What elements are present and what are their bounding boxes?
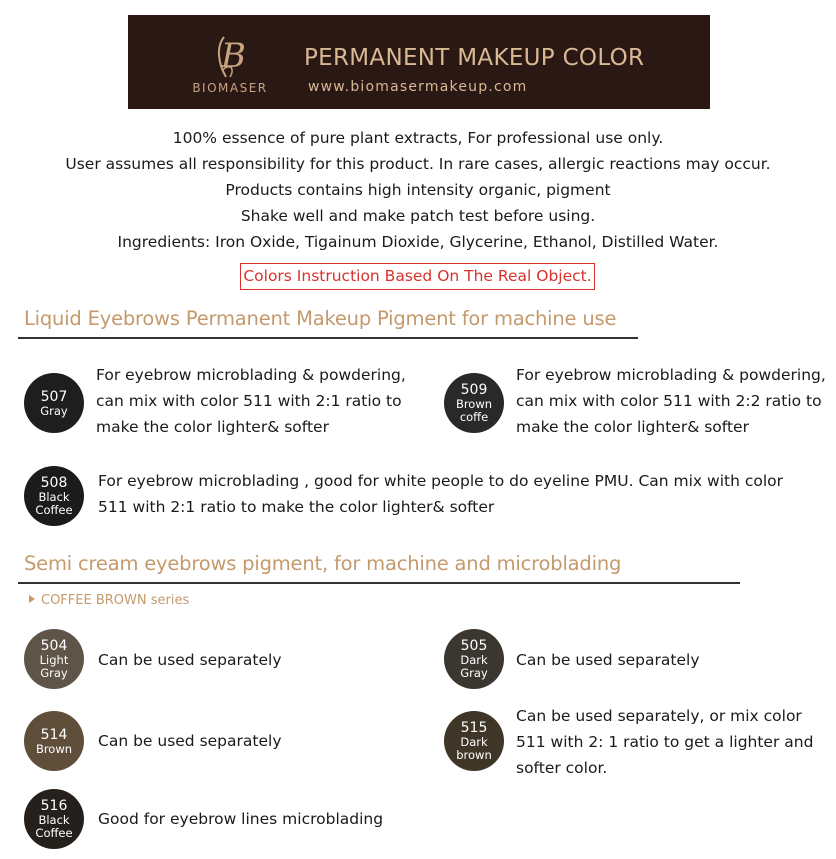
swatch-number: 507 [40, 388, 68, 405]
logo-letter: B [221, 36, 246, 76]
swatch-name: Coffee [35, 503, 73, 517]
description-504 [98, 647, 282, 673]
description-line: For eyebrow microblading & powdering, [96, 366, 406, 384]
section-divider [18, 337, 638, 339]
intro-line: 100% essence of pure plant extracts, For professional use only. [172, 129, 664, 147]
triangle-bullet-icon [29, 595, 35, 603]
swatch-name: Brown [35, 741, 73, 756]
swatch-number: 516 [40, 798, 68, 814]
intro-line: Shake well and make patch test before using. [240, 207, 596, 225]
swatch-name: Coffee [35, 826, 73, 840]
description-line: can mix with color 511 with 2:1 ratio to [96, 392, 402, 410]
description-509 [516, 362, 826, 440]
description-515 [516, 703, 813, 781]
swatch-name: Gray [460, 666, 488, 680]
biomaser-logo-icon [212, 33, 248, 81]
colors-notice: Colors Instruction Based On The Real Object. [240, 263, 595, 290]
banner-title: PERMANENT MAKEUP COLOR [304, 45, 645, 71]
swatch-number: 509 [460, 382, 488, 398]
swatch-name: Gray [40, 666, 68, 680]
swatch-number: 515 [460, 720, 488, 736]
series-label [29, 593, 189, 608]
description-505 [516, 647, 700, 673]
description-508 [98, 468, 783, 520]
description-line: softer color. [516, 759, 608, 777]
swatch-name: Brown [455, 397, 493, 411]
intro-line: User assumes all responsibility for this product. In rare cases, allergic reactions may occur. [65, 155, 771, 173]
swatch-number: 514 [40, 726, 68, 743]
swatch-515 [444, 711, 504, 771]
description-line: Good for eyebrow lines microblading [98, 810, 384, 828]
description-line: Can be used separately [98, 732, 282, 750]
description-514 [98, 728, 282, 754]
description-line: Can be used separately, or mix color [516, 707, 802, 725]
swatch-516 [24, 789, 84, 849]
swatch-514 [24, 711, 84, 771]
swatch-name: Light [39, 653, 69, 667]
intro-line: Products contains high intensity organic, pigment [225, 181, 611, 199]
swatch-name: Black [38, 490, 70, 504]
section-title-liquid: Liquid Eyebrows Permanent Makeup Pigment for machine use [24, 307, 617, 330]
description-516 [98, 806, 383, 832]
description-507 [96, 362, 406, 440]
description-line: can mix with color 511 with 2:2 ratio to [516, 392, 822, 410]
swatch-name: brown [456, 748, 492, 762]
header-banner [128, 15, 710, 109]
swatch-507 [24, 373, 84, 433]
description-line: Can be used separately [516, 651, 700, 669]
swatch-name: Dark [460, 653, 488, 667]
description-line: For eyebrow microblading , good for white people to do eyeline PMU. Can mix with color [98, 472, 784, 490]
swatch-name: coffe [459, 410, 489, 424]
swatch-name: Gray [40, 403, 68, 418]
swatch-number: 508 [40, 475, 68, 491]
swatch-508 [24, 466, 84, 526]
swatch-number: 505 [460, 638, 488, 654]
description-line: make the color lighter& softer [516, 418, 749, 436]
swatch-504 [24, 629, 84, 689]
swatch-name: Dark [460, 735, 488, 749]
intro-line: Ingredients: Iron Oxide, Tigainum Dioxide, Glycerine, Ethanol, Distilled Water. [117, 233, 719, 251]
description-line: 511 with 2:1 ratio to make the color lighter& softer [98, 498, 495, 516]
swatch-number: 504 [40, 638, 68, 654]
swatch-name: Black [38, 813, 70, 827]
banner-url: www.biomasermakeup.com [308, 79, 528, 95]
description-line: For eyebrow microblading & powdering, [516, 366, 826, 384]
swatch-505 [444, 629, 504, 689]
brand-name: BIOMASER [192, 81, 268, 95]
series-text: COFFEE BROWN series [41, 593, 190, 608]
swatch-509 [444, 373, 504, 433]
description-line: 511 with 2: 1 ratio to get a lighter and [516, 733, 814, 751]
description-line: make the color lighter& softer [96, 418, 329, 436]
intro-text [0, 125, 836, 255]
section-divider [18, 582, 740, 584]
description-line: Can be used separately [98, 651, 282, 669]
section-title-semi: Semi cream eyebrows pigment, for machine and microblading [24, 552, 622, 575]
